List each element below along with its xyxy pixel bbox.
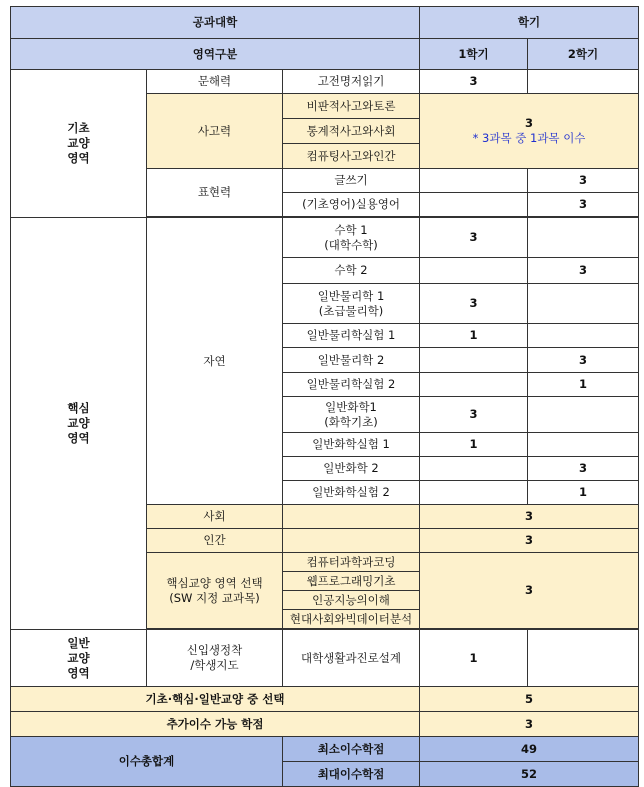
course-cell: 일반화학실험 1	[283, 433, 420, 457]
extra-credit-label: 추가이수 가능 학점	[11, 712, 420, 737]
nature-area: 자연	[147, 218, 283, 505]
select-credit-label: 기초·핵심·일반교양 중 선택	[11, 687, 420, 712]
sem1-credit: 3	[420, 397, 528, 433]
sem2-credit: 3	[528, 348, 639, 373]
sem2-credit: 3	[528, 193, 639, 217]
select-credit-value: 5	[420, 687, 639, 712]
sem1-credit	[420, 348, 528, 373]
sem2-credit	[528, 218, 639, 258]
sem2-credit: 3	[528, 169, 639, 193]
human-area: 인간	[147, 529, 283, 553]
sem1-credit	[420, 457, 528, 481]
sem1-credit	[420, 373, 528, 397]
course-cell: 컴퓨팅사고와인간	[283, 144, 420, 169]
course-cell: (기초영어)실용영어	[283, 193, 420, 217]
course-cell: 일반화학 2	[283, 457, 420, 481]
area-category-header: 영역구분	[11, 39, 420, 70]
extra-credit-value: 3	[420, 712, 639, 737]
course-cell: 일반물리학실험 1	[283, 324, 420, 348]
human-credit: 3	[420, 529, 639, 553]
sem1-header: 1학기	[420, 39, 528, 70]
course-cell: 일반물리학 1 (초급물리학)	[283, 284, 420, 324]
core-area-label: 핵심 교양 영역	[11, 218, 147, 630]
max-credit-value: 52	[420, 762, 639, 787]
sem1-credit: 3	[420, 70, 528, 94]
core-select-area: 핵심교양 영역 선택 (SW 지정 교과목)	[147, 553, 283, 629]
sem1-credit: 1	[420, 324, 528, 348]
sem2-credit	[528, 284, 639, 324]
sem1-credit: 1	[420, 433, 528, 457]
course-cell: 컴퓨터과학과코딩	[283, 553, 420, 572]
max-credit-label: 최대이수학점	[283, 762, 420, 787]
course-cell: 현대사회와빅데이터분석	[283, 610, 420, 629]
sem2-credit: 1	[528, 481, 639, 505]
sem2-credit: 3	[528, 258, 639, 284]
sem2-credit	[528, 70, 639, 94]
basic-area-label: 기초 교양 영역	[11, 70, 147, 218]
curriculum-table	[10, 6, 639, 787]
general-area-label: 일반 교양 영역	[11, 630, 147, 687]
course-cell: 통계적사고와사회	[283, 119, 420, 144]
total-label: 이수총합계	[11, 737, 283, 787]
course-cell: 수학 2	[283, 258, 420, 284]
course-cell: 대학생활과진로설계	[283, 630, 420, 687]
thinking-area: 사고력	[147, 94, 283, 169]
course-cell: 일반물리학 2	[283, 348, 420, 373]
sem2-header: 2학기	[528, 39, 639, 70]
min-credit-label: 최소이수학점	[283, 737, 420, 762]
course-cell: 수학 1 (대학수학)	[283, 218, 420, 258]
course-cell: 일반화학1 (화학기초)	[283, 397, 420, 433]
sem2-credit	[528, 630, 639, 687]
sem1-credit	[420, 258, 528, 284]
sem1-credit	[420, 193, 528, 217]
literacy-area: 문해력	[147, 70, 283, 94]
society-area: 사회	[147, 505, 283, 529]
sem2-credit	[528, 397, 639, 433]
sem1-credit	[420, 481, 528, 505]
orientation-area: 신입생정착 /학생지도	[147, 630, 283, 687]
semester-header: 학기	[420, 7, 639, 39]
expression-area: 표현력	[147, 169, 283, 217]
sem2-credit: 3	[528, 457, 639, 481]
course-cell: 일반물리학실험 2	[283, 373, 420, 397]
course-cell: 인공지능의이해	[283, 591, 420, 610]
sem1-credit	[420, 169, 528, 193]
sem2-credit: 1	[528, 373, 639, 397]
core-select-credit: 3	[420, 553, 639, 629]
course-cell: 글쓰기	[283, 169, 420, 193]
sem1-credit: 3	[420, 284, 528, 324]
min-credit-value: 49	[420, 737, 639, 762]
sem2-credit	[528, 324, 639, 348]
college-header: 공과대학	[11, 7, 420, 39]
course-cell: 고전명저읽기	[283, 70, 420, 94]
course-cell	[283, 505, 420, 529]
sem1-credit: 3	[420, 218, 528, 258]
sem1-credit: 1	[420, 630, 528, 687]
course-cell: 일반화학실험 2	[283, 481, 420, 505]
course-cell	[283, 529, 420, 553]
thinking-credit-cell: 3 * 3과목 중 1과목 이수	[420, 94, 639, 169]
sem2-credit	[528, 433, 639, 457]
thinking-note: * 3과목 중 1과목 이수	[472, 131, 586, 145]
course-cell: 비판적사고와토론	[283, 94, 420, 119]
society-credit: 3	[420, 505, 639, 529]
course-cell: 웹프로그래밍기초	[283, 572, 420, 591]
